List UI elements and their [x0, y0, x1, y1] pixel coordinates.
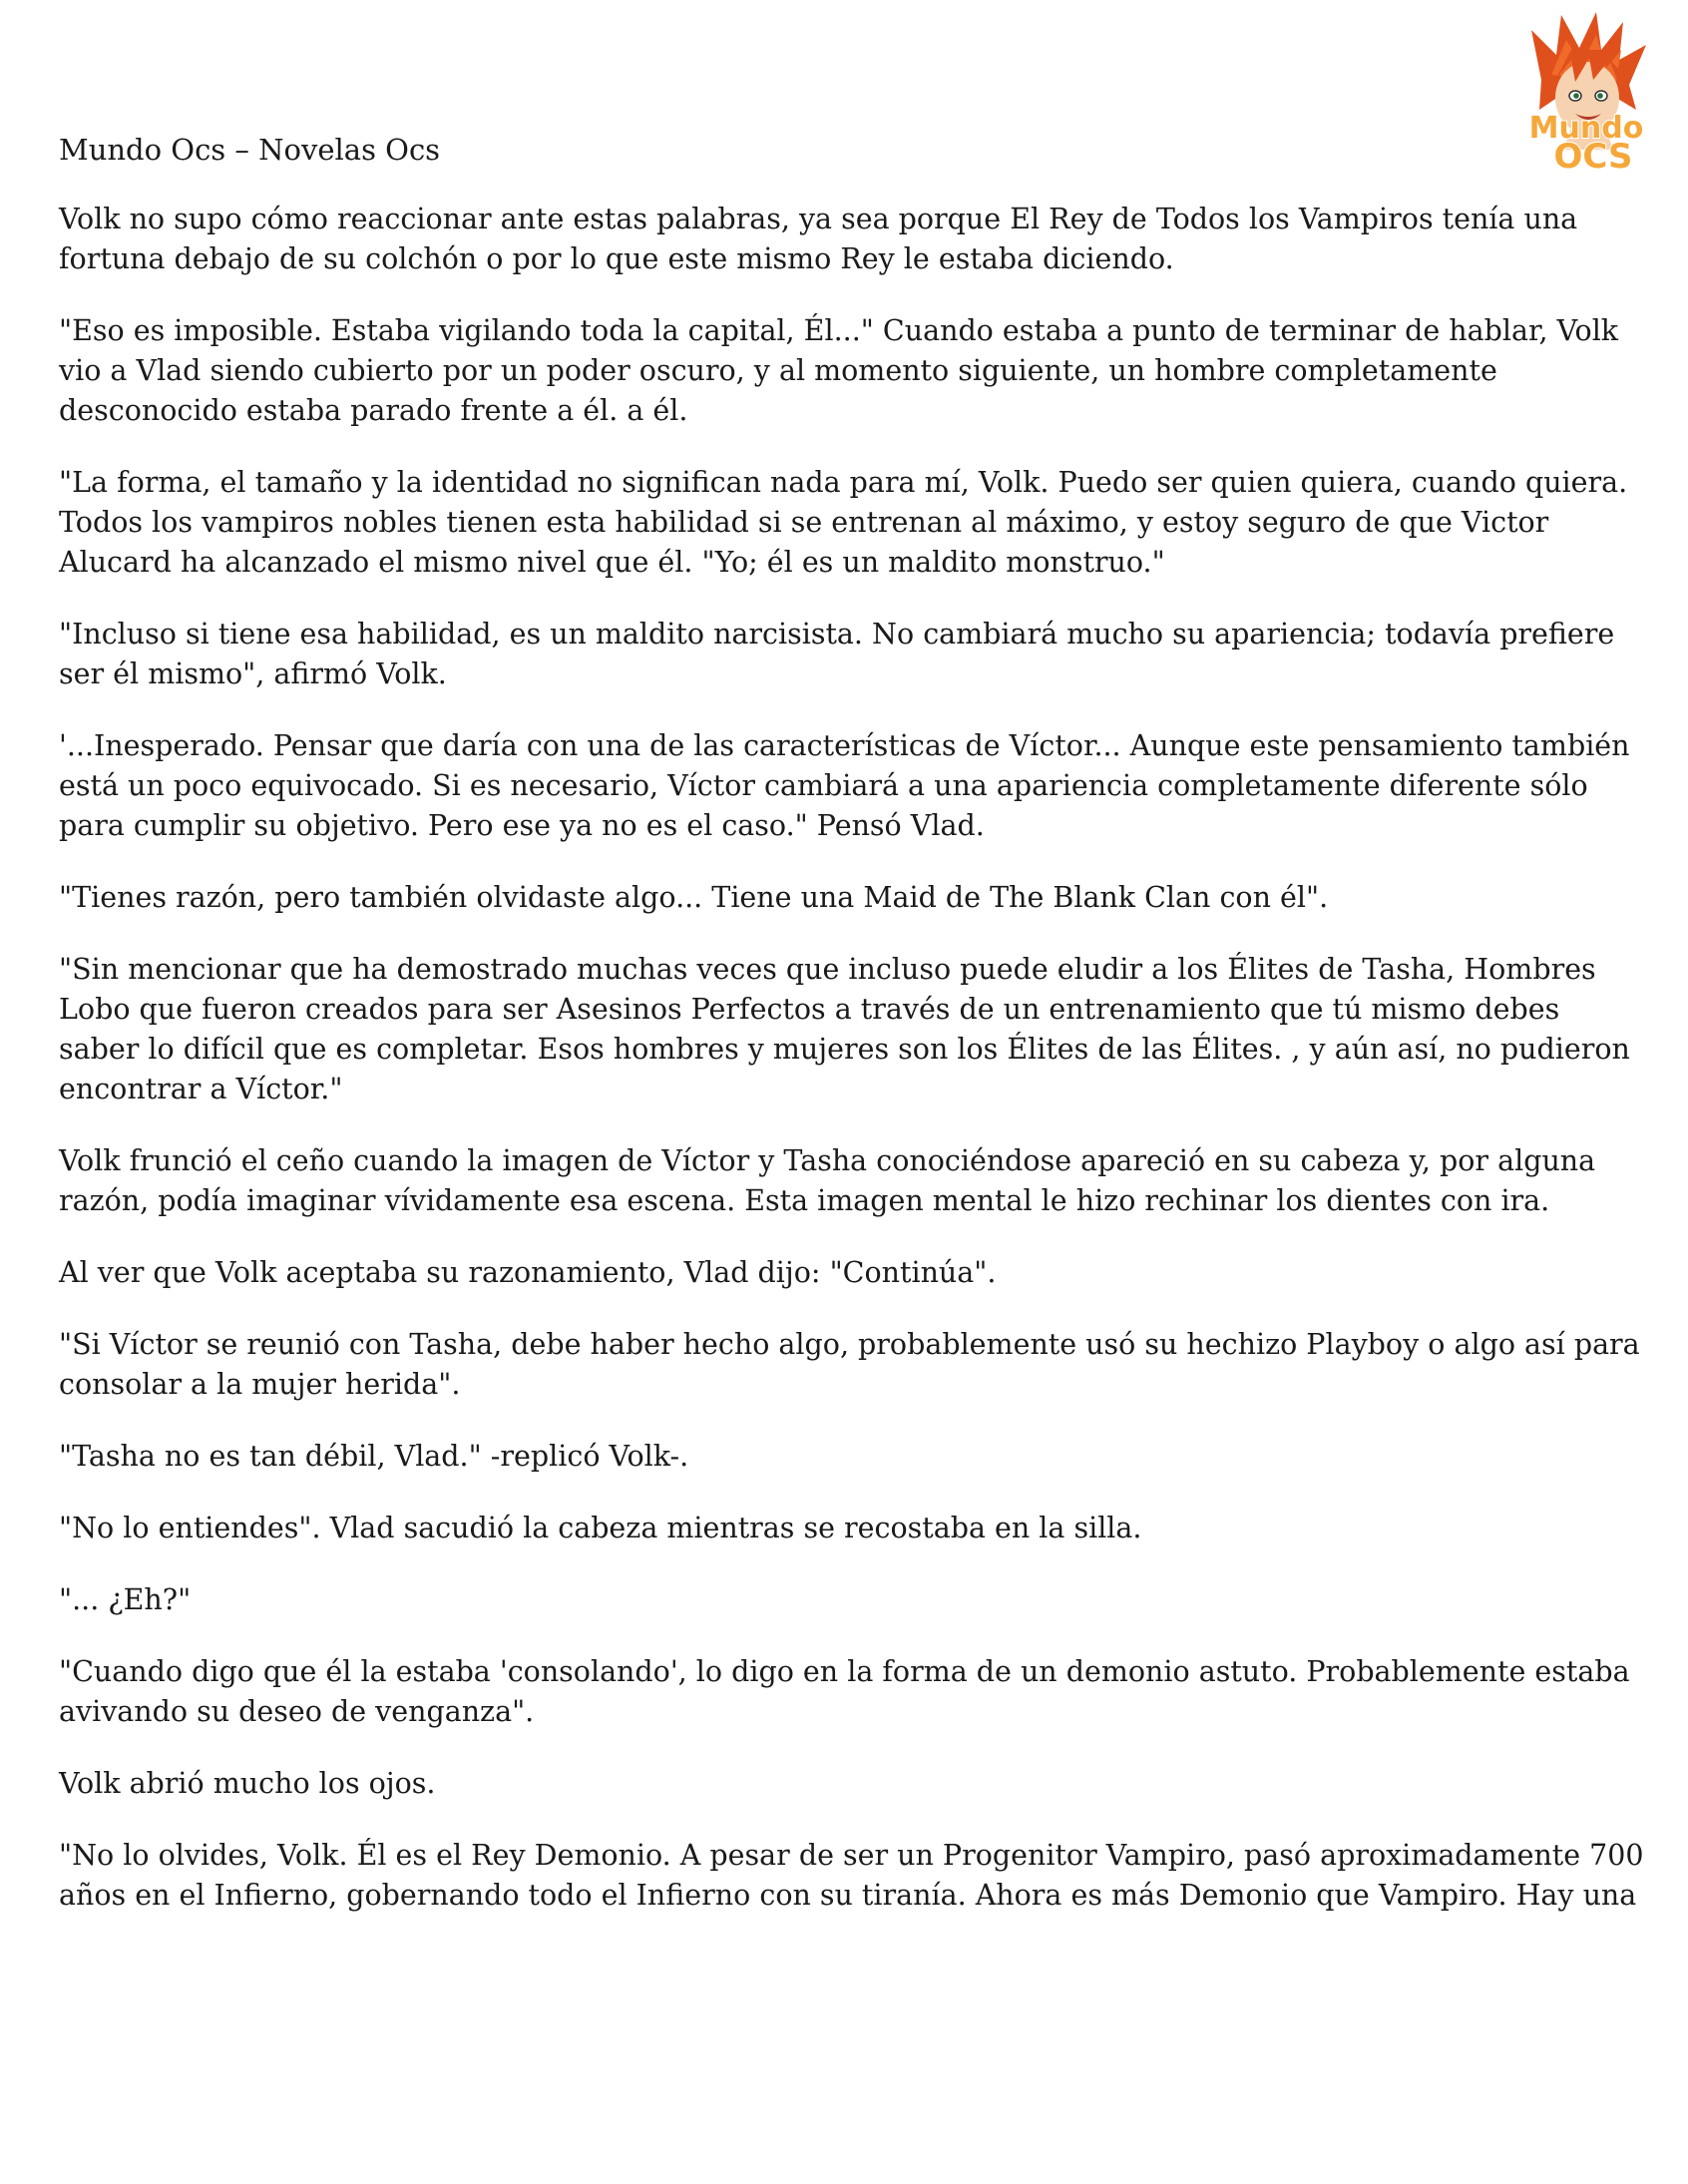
- paragraph: "No lo olvides, Volk. Él es el Rey Demonio. A pesar de ser un Progenitor Vampiro, pasó aproximadamente 700 años en el Infierno, gobernando todo el Infierno con su tiranía. Ahora es más Demonio que Vampiro. Hay una: [59, 1839, 1644, 1912]
- mundo-ocs-logo-icon: [1501, 10, 1671, 180]
- paragraph: "... ¿Eh?": [59, 1583, 192, 1616]
- paragraph: "No lo entiendes". Vlad sacudió la cabeza mientras se recostaba en la silla.: [59, 1512, 1142, 1544]
- paragraph: "Tasha no es tan débil, Vlad." -replicó Volk-.: [59, 1440, 689, 1473]
- paragraph: "Tienes razón, pero también olvidaste algo... Tiene una Maid de The Blank Clan con él".: [59, 881, 1329, 914]
- paragraph: "Cuando digo que él la estaba 'consolando', lo digo en la forma de un demonio astuto. Probablemente estaba avivando su deseo de venganza".: [59, 1655, 1630, 1728]
- paragraph: Volk no supo cómo reaccionar ante estas palabras, ya sea porque El Rey de Todos los Vampiros tenía una fortuna debajo de su colchón o por lo que este mismo Rey le estaba diciendo.: [59, 203, 1578, 275]
- paragraph: "Si Víctor se reunió con Tasha, debe haber hecho algo, probablemente usó su hechizo Playboy o algo así para consolar a la mujer herida".: [59, 1328, 1640, 1401]
- paragraph: "La forma, el tamaño y la identidad no significan nada para mí, Volk. Puedo ser quien quiera, cuando quiera. Todos los vampiros nobles tienen esta habilidad si se entrenan al máximo, y estoy seguro de que Victor Alucard ha alcanzado el mismo nivel que él. "Yo; él es un maldito monstruo.": [59, 466, 1628, 579]
- document-body: [59, 200, 1645, 1948]
- paragraph: "Incluso si tiene esa habilidad, es un maldito narcisista. No cambiará mucho su apariencia; todavía prefiere ser él mismo", afirmó Volk.: [59, 618, 1615, 690]
- paragraph: "Sin mencionar que ha demostrado muchas veces que incluso puede eludir a los Élites de Tasha, Hombres Lobo que fueron creados para ser Asesinos Perfectos a través de un entrenamiento que tú mismo debes saber lo difícil que es completar. Esos hombres y mujeres son los Élites de las Élites. , y aún así, no pudieron encontrar a Víctor.": [59, 953, 1630, 1105]
- paragraph: "Eso es imposible. Estaba vigilando toda la capital, Él..." Cuando estaba a punto de terminar de hablar, Volk vio a Vlad siendo cubierto por un poder oscuro, y al momento siguiente, un hombre completamente desconocido estaba parado frente a él. a él.: [59, 314, 1619, 427]
- paragraph: Volk frunció el ceño cuando la imagen de Víctor y Tasha conociéndose apareció en su cabeza y, por alguna razón, podía imaginar vívidamente esa escena. Esta imagen mental le hizo rechinar los dientes con ira.: [59, 1144, 1596, 1217]
- page-header: Mundo Ocs – Novelas Ocs: [59, 133, 441, 167]
- paragraph: Al ver que Volk aceptaba su razonamiento, Vlad dijo: "Continúa".: [59, 1256, 997, 1289]
- paragraph: Volk abrió mucho los ojos.: [59, 1767, 436, 1800]
- svg-text:OCS: OCS: [1553, 137, 1633, 177]
- paragraph: '...Inesperado. Pensar que daría con una de las características de Víctor... Aunque este pensamiento también está un poco equivocado. Si es necesario, Víctor cambiará a una apariencia completamente diferente sólo para cumplir su objetivo. Pero ese ya no es el caso." Pensó Vlad.: [59, 729, 1630, 842]
- svg-text:Mundo: Mundo: [1528, 111, 1644, 146]
